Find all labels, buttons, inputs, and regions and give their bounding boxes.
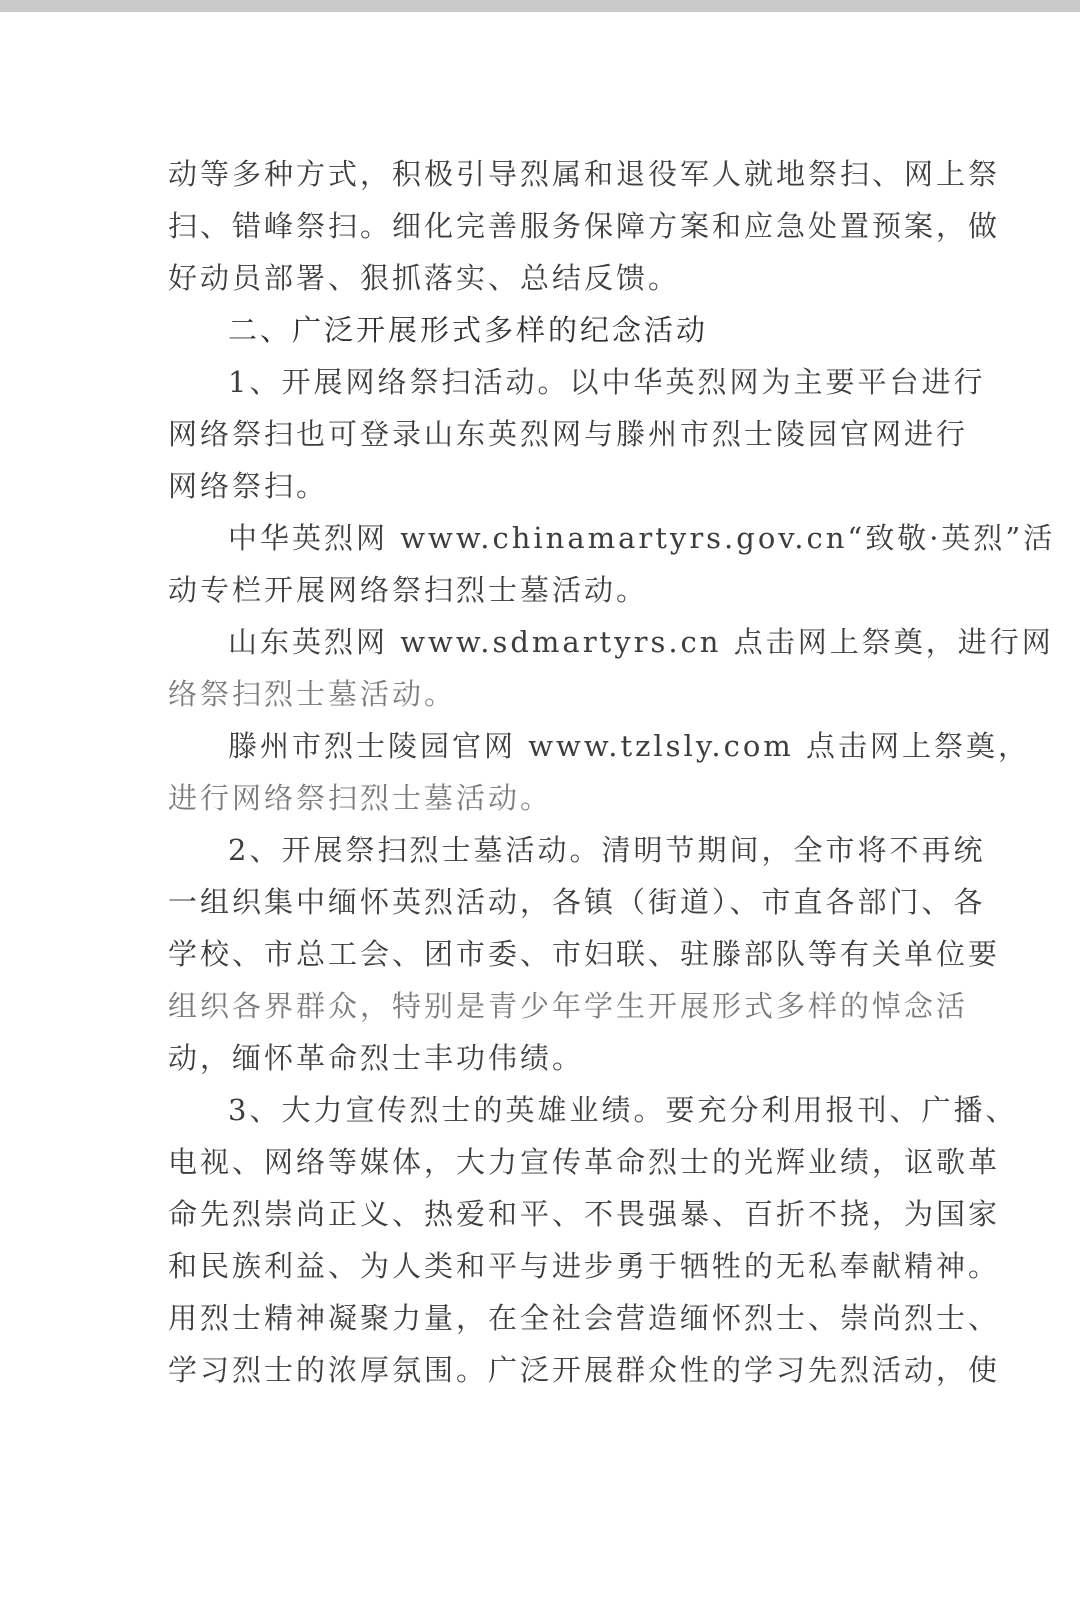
section-heading: 二、广泛开展形式多样的纪念活动 (228, 313, 709, 347)
text-line: 用烈士精神凝聚力量，在全社会营造缅怀烈士、崇尚烈士、 (168, 1301, 1001, 1335)
text-line: 学习烈士的浓厚氛围。广泛开展群众性的学习先烈活动，使 (168, 1353, 1001, 1387)
text-line: 电视、网络等媒体，大力宣传革命烈士的光辉业绩，讴歌革 (168, 1145, 1001, 1179)
text-line: 网络祭扫也可登录山东英烈网与滕州市烈士陵园官网进行 (168, 417, 969, 451)
document-page (0, 12, 1080, 1604)
text-line: 和民族利益、为人类和平与进步勇于牺牲的无私奉献精神。 (168, 1249, 1001, 1283)
text-line: 动，缅怀革命烈士丰功伟绩。 (168, 1041, 585, 1075)
text-line: 网络祭扫。 (168, 469, 329, 503)
text-line: 组织各界群众，特别是青少年学生开展形式多样的悼念活 (168, 989, 969, 1023)
text-line: 滕州市烈士陵园官网 www.tzlsly.com 点击网上祭奠， (228, 729, 1030, 763)
text-line: 动等多种方式，积极引导烈属和退役军人就地祭扫、网上祭 (168, 157, 1001, 191)
text-line: 好动员部署、狠抓落实、总结反馈。 (168, 261, 681, 295)
text-line: 中华英烈网 www.chinamartyrs.gov.cn“致敬·英烈”活 (228, 521, 1056, 555)
text-line: 一组织集中缅怀英烈活动，各镇（街道）、市直各部门、各 (168, 885, 986, 919)
text-line: 1、开展网络祭扫活动。以中华英烈网为主要平台进行 (228, 365, 986, 399)
text-line: 2、开展祭扫烈士墓活动。清明节期间，全市将不再统 (228, 833, 986, 867)
text-line: 3、大力宣传烈士的英雄业绩。要充分利用报刊、广播、 (228, 1093, 1018, 1127)
text-line: 络祭扫烈士墓活动。 (168, 677, 457, 711)
text-line: 动专栏开展网络祭扫烈士墓活动。 (168, 573, 649, 607)
text-line: 命先烈崇尚正义、热爱和平、不畏强暴、百折不挠，为国家 (168, 1197, 1001, 1231)
text-line: 扫、错峰祭扫。细化完善服务保障方案和应急处置预案，做 (168, 209, 1001, 243)
document-body (168, 148, 1056, 1396)
top-edge-bar (0, 0, 1080, 12)
text-line: 山东英烈网 www.sdmartyrs.cn 点击网上祭奠，进行网 (228, 625, 1054, 659)
text-line: 学校、市总工会、团市委、市妇联、驻滕部队等有关单位要 (168, 937, 1001, 971)
text-line: 进行网络祭扫烈士墓活动。 (168, 781, 553, 815)
